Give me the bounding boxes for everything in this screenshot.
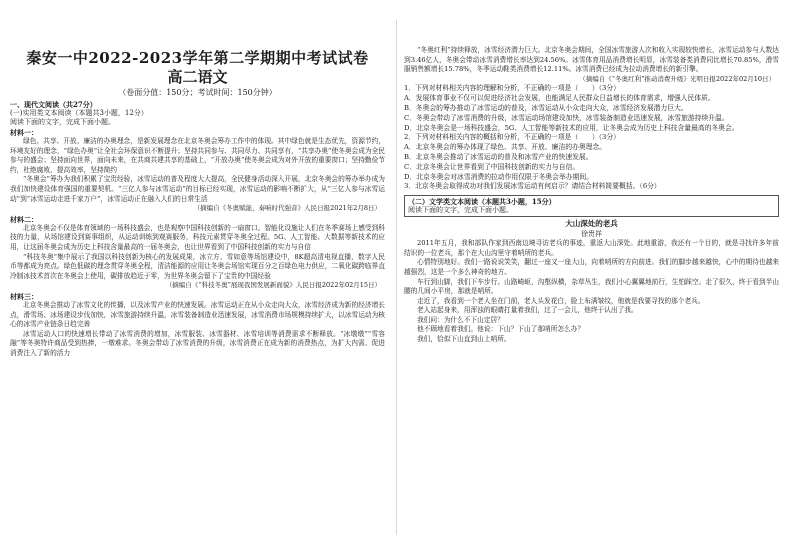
- paragraph: 我们，恰似下山直到山上哨所。: [417, 335, 511, 344]
- section-box: [404, 195, 779, 217]
- paragraph: 北京冬奥会推动了冰雪文化的传播，以及冰雪产业的快速发展。冰雪运动正在从小众走向大众，冰雪经济成为新的经济增长点，滑雪场、冰场建设步伐加快，冰雪旅游持续升温，冰雪装备制造业迅速发展，冰雪消费市场规模持续扩大，以冰雪运动为核心的冰雪产业链条日趋完善: [10, 300, 385, 329]
- section-heading: 一、现代文阅读（共27分）: [10, 100, 97, 109]
- question-option: B．北京冬奥会推动了冰雪运动的普及和冰雪产业的快速发展。: [404, 152, 593, 161]
- exam-title: 秦安一中2022-2023学年第二学期期中考试试卷: [26, 49, 369, 67]
- question-option: C．冬奥会带动了冰雪消费的升级，冰雪运动场馆建设加快，冰雪装备制造业迅速发展，冰雪旅游持续升温。: [404, 113, 729, 122]
- paragraph: “冬奥会”筹办为我们积累了宝贵经验，冰雪运动的普及程度大大提高，全民健身活动深入开展，北京冬奥会的筹办举办成为我们加快建设体育强国的重要契机。“三亿人参与冰雪运动”的目标已经实现，冰雪运动的影响不断扩大，从“三亿人参与冰雪运动”到“冰雪运动走进千家万户”，冰雪运动正在融入人们的日常生活: [10, 175, 385, 203]
- paragraph: 走近了，我看到一个老人坐在门前，老人头发花白，脸上布满皱纹，他就是我要寻找的那个老兵。: [417, 296, 705, 305]
- score-time: （卷面分值：150分；考试时间：150分钟）: [118, 88, 277, 97]
- paragraph: 绿色、共享、开放、廉洁的办奥理念，是新发展理念在北京冬奥会筹办工作中的体现。其中绿色就是生态优先，资源节约，环境友好的理念，“绿色办奥”让全社会环保意识不断提升；坚持共同参与、共同尽力、共同享有，“共享办奥”使冬奥会成为全民参与的盛会；坚持面向世界，面向未来，在共商共建共享的基础上，“开放办奥”使冬奥会成为对外开放的重要窗口；坚持勤俭节约，杜绝腐败，提高效率，坚持简约: [10, 137, 385, 174]
- question-1: 1．下列对材料相关内容的理解和分析，不正确的一项是（ ）（3分）: [404, 84, 620, 93]
- story-author: 徐贵祥: [581, 230, 602, 239]
- material-label: 材料一：: [10, 128, 38, 137]
- paragraph: 老人站起身来，用浑浊的眼睛打量着我们，过了一会儿，他终于认出了我。: [417, 306, 638, 315]
- paragraph: 他不顾地看着我们。他说：下山？下山了那哨所怎么办？: [417, 325, 585, 334]
- exam-subtitle: 高二语文: [167, 68, 228, 86]
- paragraph: 车行到山脚，我们下车步行。山路崎岖，沟壑纵横，杂草丛生，我们小心翼翼地前行，生怕踩空。走了很久，终于看到半山腰的几间小平房，那就是哨所。: [404, 277, 779, 296]
- instruction: 阅读下面的文字，完成下面小题。: [408, 206, 513, 215]
- right-column: [404, 0, 779, 550]
- question-option: A．发展体育事业不仅可以促进经济社会发展，也能满足人民群众日益增长的体育需求，增强人民体质。: [404, 94, 715, 103]
- question-option: B．冬奥会的筹办推动了冰雪运动的普及，冰雪运动从小众走向大众，冰雪经济发展潜力巨大。: [404, 103, 688, 112]
- question-2: 2．下列对材料相关内容的概括和分析，不正确的一项是（ ）（3分）: [404, 133, 620, 142]
- paragraph: “科技冬奥”集中展示了我国以科技创新为核心的发展成果，冰立方、雪如意等场馆建设中，8K超高清电视直播，数字人民币等都成为亮点。绿色低碳的理念贯穿冬奥全程，清洁能源的应用让冬奥会场馆实现百分之百绿色电力供应，二氧化碳跨临界直冷制冰技术首次在冬奥会上使用，碳排放趋近于零，为世界冬奥会留下了宝贵的中国经验: [10, 252, 385, 280]
- paragraph: 我们问：为什么不下山定居？: [417, 315, 504, 324]
- source-citation: （摘编自《“科技冬奥”展现我国发展新面貌》人民日报2022年02月15日）: [165, 281, 381, 290]
- paragraph: 2011年五月，我和部队作家到西南边境寻访老兵的事迹，重返大山深处。此地重游，我还有一个目的，就是寻找许多年前结识的一位老兵，那个在大山沟里守着哨所的老兵。: [404, 239, 779, 257]
- material-label: 材料二：: [10, 214, 38, 224]
- column-divider: [396, 20, 397, 535]
- question-3: 3．北京冬奥会取得成功对我们发展冰雪运动有何启示？请结合材料简要概括。（6分）: [404, 182, 661, 191]
- question-option: D．北京冬奥会对冰雪消费的拉动作用仅限于冬奥会举办期间。: [404, 172, 593, 181]
- paragraph: 冰雪运动人口的快速增长带动了冰雪消费的增加，冰雪服装、冰雪器材、冰雪培训等消费需求不断释放。“冰墩墩”“雪容融”等冬奥特许商品受到热捧，一墩难求。冬奥会带动了冰雪消费的升级，冰雪消费正在成为新的消费热点，为扩大内需、促进消费注入了新的活力: [10, 329, 385, 357]
- source-citation: （摘编自《“冬奥红利”推动消费升级》光明日报2022年02月10日）: [579, 74, 775, 83]
- paragraph: 心情特别地好。我们一路说说笑笑，翻过一座又一座大山，向着哨所的方向前进。我们的脚步越来越快，心中的期待也越来越强烈，这是一个多么神奇的地方。: [404, 258, 779, 276]
- question-option: C．北京冬奥会让世界看到了中国科技创新的实力与自信。: [404, 162, 580, 171]
- left-column: [10, 0, 385, 550]
- paragraph: 北京冬奥会不仅是体育领域的一场科技盛会，也是观察中国科技创新的一扇窗口。智能化设施让人们在冬季赛场上感受到科技的力量，从场馆建设到赛事组织，从运动训练到观赛服务，科技元素贯穿冬奥全过程。5G、人工智能、大数据等新技术的应用，让这届冬奥会成为历史上科技含量最高的一届冬奥会，也让世界看到了中国科技创新的实力与自信: [10, 223, 385, 251]
- source-citation: （摘编自《冬奥赋能，奏响时代强音》人民日报2021年2月8日）: [193, 204, 381, 213]
- section-heading: （二）文学类文本阅读（本题共3小题，15分）: [408, 197, 556, 207]
- subsection-heading: (一)实用类文本阅读（本题共3小题，12分）: [10, 109, 148, 117]
- material-label: 材料三：: [10, 291, 38, 301]
- instruction: 阅读下面的文字，完成下面小题。: [10, 118, 115, 126]
- story-title: 大山深处的老兵: [565, 219, 618, 229]
- paragraph: “冬奥红利”持续释放，冰雪经济潜力巨大。北京冬奥会期间，全国冰雪旅游人次和收入实现较快增长，冰雪运动参与人数达到3.46亿人，冬奥会带动冰雪消费增长率达到24.56%。冰雪体育用品消费增长明显，冰雪装备类消费同比增长70.85%，滑雪服销售额增长15.78%，冬季运动鞋类消费增长12.11%。冰雪消费已经成为拉动消费增长的新引擎。: [404, 46, 779, 74]
- question-option: A．北京冬奥会的筹办体现了绿色、共享、开放、廉洁的办奥理念。: [404, 143, 607, 152]
- question-option: D．北京冬奥会是一场科技盛会，5G、人工智能等新技术的应用，让冬奥会成为历史上科技含量最高的冬奥会。: [404, 123, 739, 132]
